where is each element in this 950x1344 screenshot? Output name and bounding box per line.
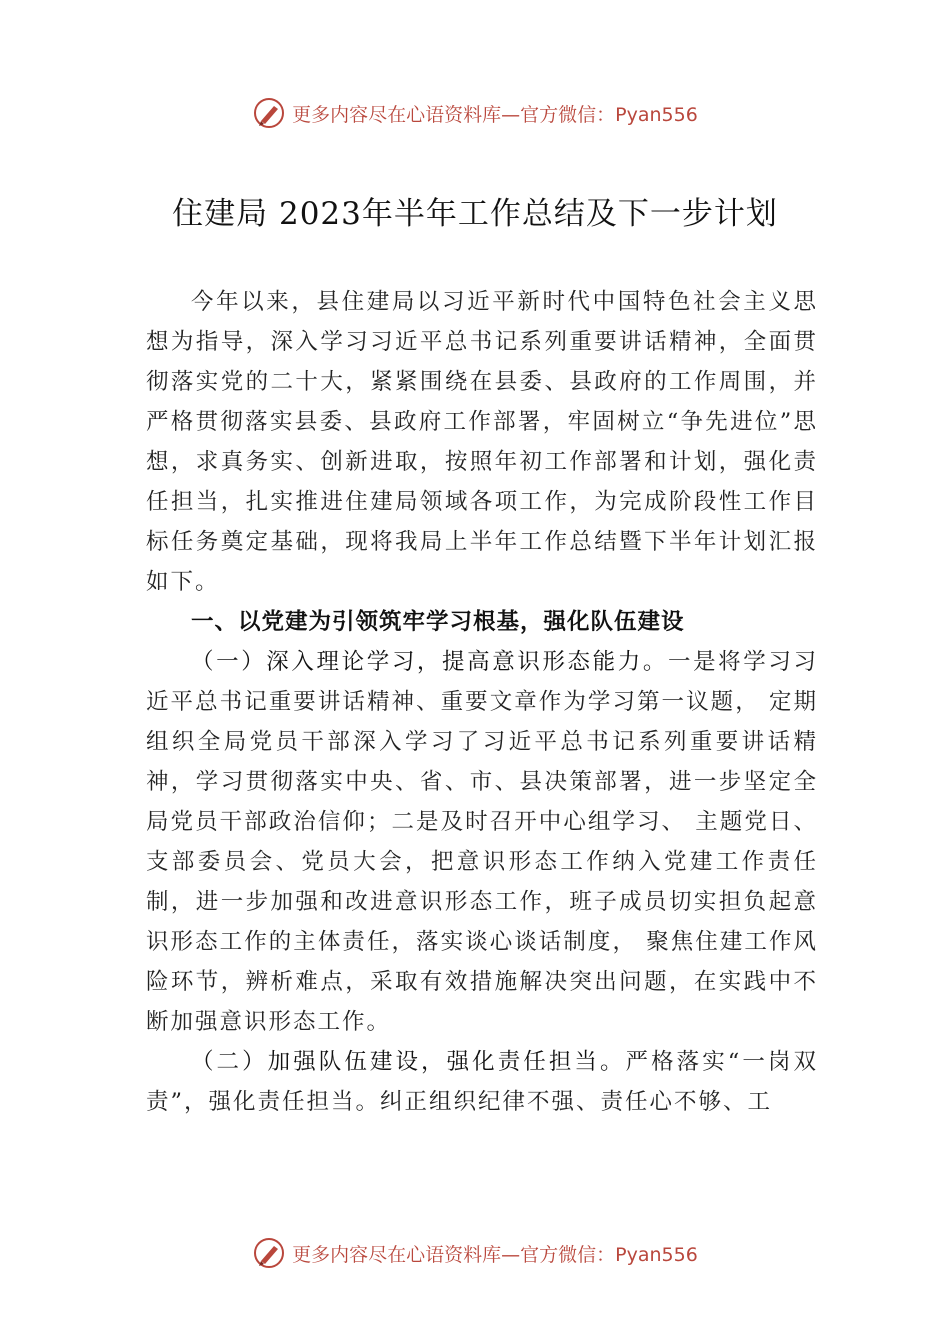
- intro-paragraph: 今年以来，县住建局以习近平新时代中国特色社会主义思想为指导，深入学习习近平总书记系列重要讲话精神，全面贯彻落实党的二十大，紧紧围绕在县委、县政府的工作周围，并严格贯彻落实县委、县政府工作部署，牢固树立“争先进位”思想，求真务实、创新进取，按照年初工作部署和计划，强化责任担当，扎实推进住建局领域各项工作，为完成阶段性工作目标任务奠定基础，现将我局上半年工作总结暨下半年计划汇报如下。: [146, 289, 818, 595]
- watermark-text: 更多内容尽在心语资料库—官方微信：Pyan556: [292, 103, 698, 126]
- sub-body-1: 一是将学习习近平总书记重要讲话精神、重要文章作为学习第一议题， 定期组织全局党员干部深入学习了习近平总书记系列重要讲话精神，学习贯彻落实中央、省、市、县决策部署，进一步坚定全局党员干部政治信仰；二是及时召开中心组学习、 主题党日、支部委员会、党员大会，把意识形态工作纳入党建工作责任制，进一步加强和改进意识形态工作，班子成员切实担负起意识形态工作的主体责任，落实谈心谈话制度， 聚焦住建工作风险环节，辨析难点，采取有效措施解决突出问题，在实践中不断加强意识形态工作。: [146, 649, 818, 1035]
- pen-logo-icon: [252, 96, 286, 130]
- watermark-top: [0, 96, 950, 130]
- sub-body-2: 严格落实“一岗双责”，强化责任担当。纠正组织纪律不强、责任心不够、工: [146, 1049, 818, 1115]
- watermark-bottom: [0, 1236, 950, 1270]
- sub-heading-1: （一）深入理论学习，提高意识形态能力。: [191, 649, 668, 675]
- pen-logo-icon: [252, 1236, 286, 1270]
- sub-paragraph-2: [146, 1042, 818, 1122]
- section-heading: 一、以党建为引领筑牢学习根基，强化队伍建设: [191, 609, 685, 635]
- sub-paragraph-1: [146, 642, 818, 1042]
- sub-heading-2: （二）加强队伍建设，强化责任担当。: [191, 1049, 626, 1075]
- document-title: 住建局 2023年半年工作总结及下一步计划: [172, 196, 778, 232]
- watermark-text: 更多内容尽在心语资料库—官方微信：Pyan556: [292, 1243, 698, 1266]
- document-body: [146, 282, 818, 1122]
